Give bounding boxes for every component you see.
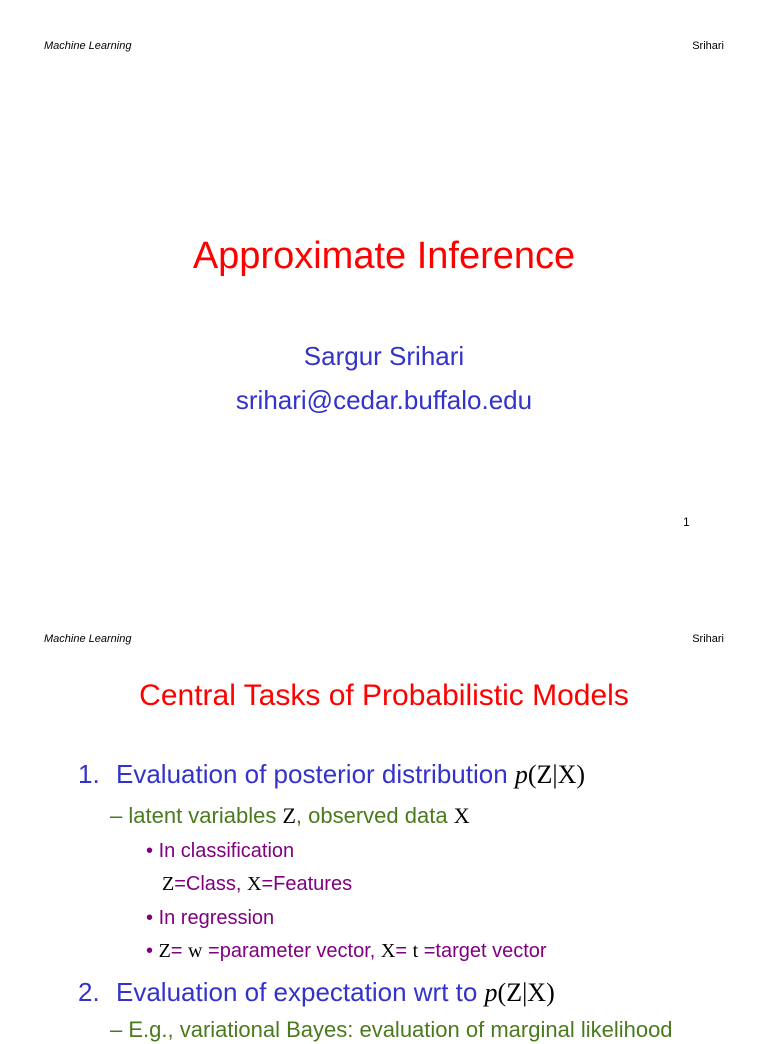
math-x: X <box>247 873 262 895</box>
bullet-classification-cont <box>162 871 352 897</box>
bullet-icon: • <box>146 940 159 962</box>
math-p: p <box>514 760 528 789</box>
bullet-icon: • <box>146 840 159 862</box>
sub-item-latent <box>110 802 470 830</box>
slide-title: Central Tasks of Probabilistic Models <box>139 679 629 712</box>
math-arg: (Z|X) <box>497 978 555 1007</box>
math-z: Z <box>158 940 171 962</box>
bullet-regression-vars <box>146 938 547 964</box>
bullet-classification <box>146 838 294 864</box>
math-z: Z <box>282 803 296 828</box>
math-x: X <box>453 803 470 828</box>
bullet-text: In regression <box>158 907 275 929</box>
math-p: p <box>484 978 498 1007</box>
sub-item-partial <box>110 1016 673 1044</box>
bullet-text: In classification <box>158 840 295 862</box>
bullet-text: =target vector <box>418 940 547 962</box>
list-item-2 <box>78 976 555 1009</box>
list-item-1 <box>78 758 585 791</box>
math-t: t <box>412 940 419 962</box>
header-course: Machine Learning <box>44 633 132 645</box>
item-text: Evaluation of posterior distribution <box>116 759 515 789</box>
math-arg: (Z|X) <box>527 760 586 789</box>
bullet-regression <box>146 905 274 931</box>
bullet-text: = <box>170 940 189 962</box>
sub-text: latent variables <box>128 803 283 828</box>
bullet-text: =parameter vector, <box>202 940 381 962</box>
dash: – <box>110 803 129 828</box>
header-author: Srihari <box>692 40 724 52</box>
bullet-text: =Features <box>261 873 353 895</box>
sub-text: , observed data <box>295 803 454 828</box>
bullet-icon: • <box>146 907 159 929</box>
item-number: 1. <box>78 759 100 789</box>
header-course: Machine Learning <box>44 40 132 52</box>
author-name: Sargur Srihari <box>303 341 465 371</box>
item-text: Evaluation of expectation wrt to <box>116 977 485 1007</box>
bullet-text: = <box>395 940 413 962</box>
slide-title: Approximate Inference <box>192 235 576 277</box>
page-number: 1 <box>683 515 690 529</box>
item-number: 2. <box>78 977 100 1007</box>
math-x: X <box>380 940 396 962</box>
math-z: Z <box>162 873 175 895</box>
partial-text: – E.g., variational Bayes: evaluation of marginal likelihood <box>110 1017 673 1042</box>
header-author: Srihari <box>692 633 724 645</box>
author-email: srihari@cedar.buffalo.edu <box>235 385 533 415</box>
content-slide <box>0 590 768 1042</box>
bullet-text: =Class, <box>174 873 248 895</box>
math-w: w <box>188 940 203 962</box>
